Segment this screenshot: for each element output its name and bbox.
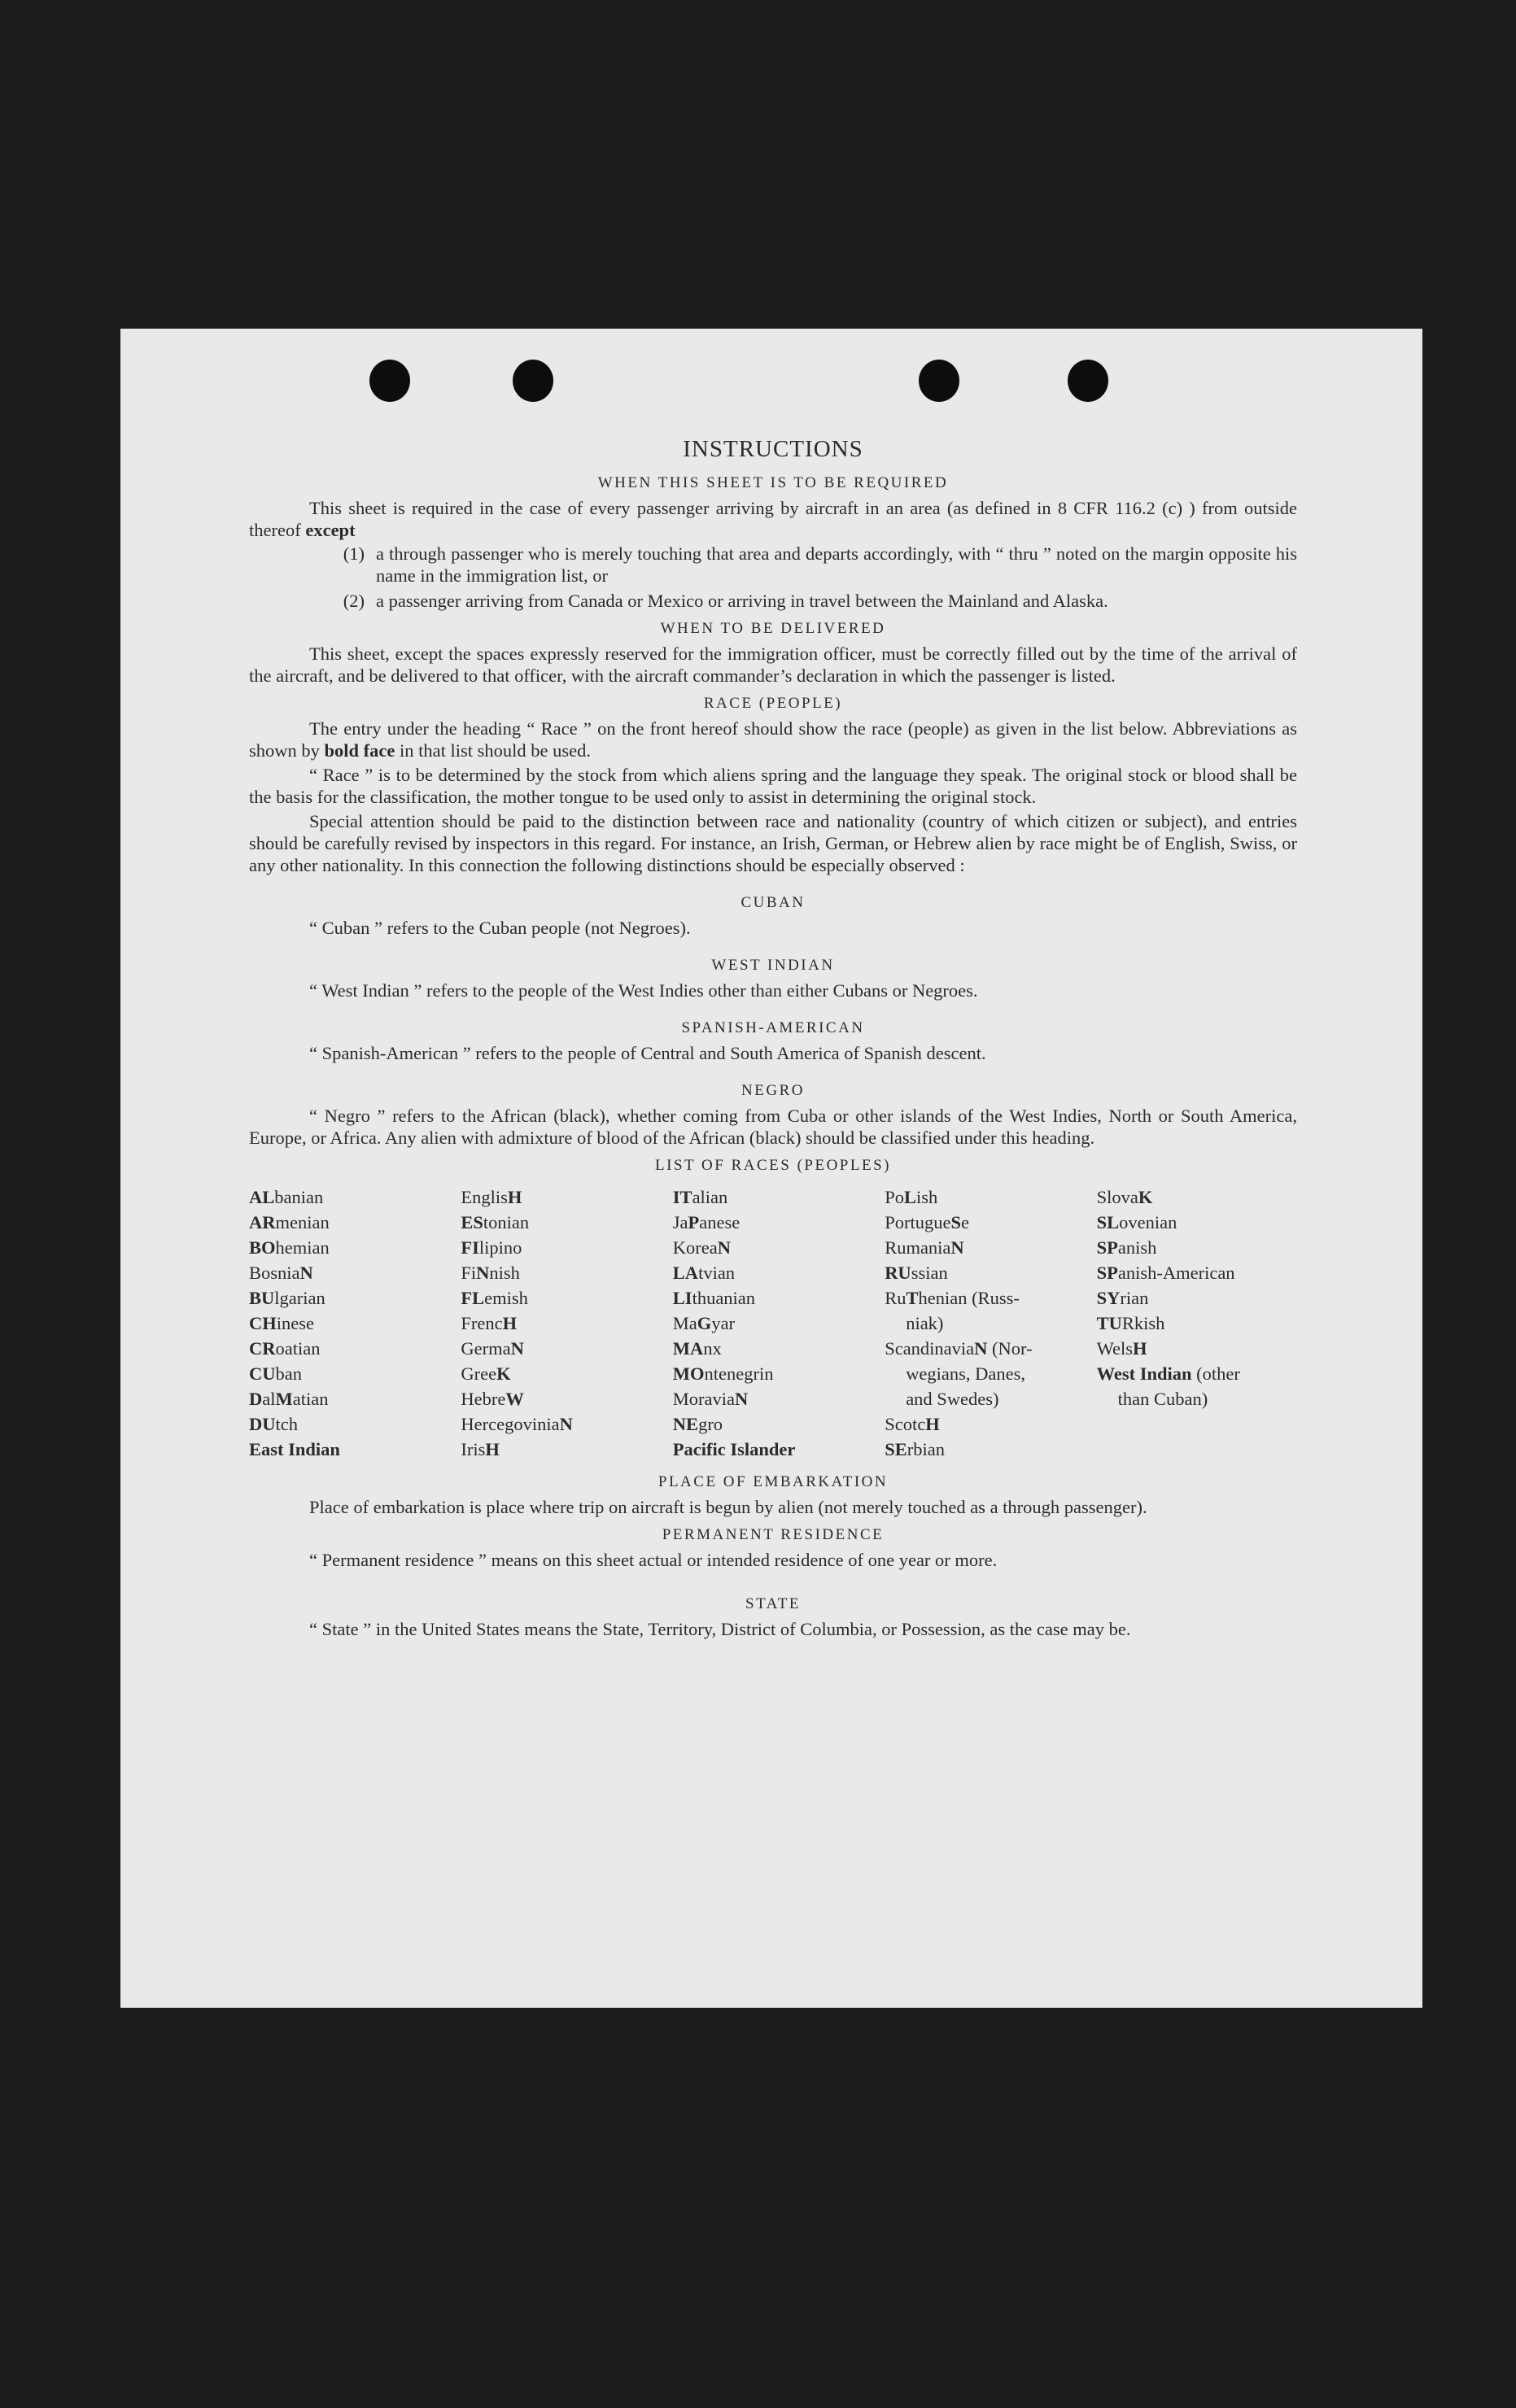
race-entry (885, 1285, 1085, 1311)
race-abbrev: K (1138, 1187, 1153, 1207)
section-heading: WHEN TO BE DELIVERED (660, 620, 886, 637)
section-heading: LIST OF RACES (PEOPLES) (655, 1157, 891, 1174)
race-text: Portugue (885, 1212, 951, 1232)
race-abbrev: S (950, 1212, 961, 1232)
section-heading: SPANISH-AMERICAN (681, 1019, 865, 1036)
race-abbrev: BO (249, 1237, 276, 1258)
section-heading: WEST INDIAN (711, 957, 835, 974)
race-abbrev: SP (1096, 1263, 1118, 1283)
race-text: and Swedes) (906, 1389, 999, 1409)
race-text: Slova (1096, 1187, 1138, 1207)
race-text: Gree (461, 1363, 497, 1384)
race-abbrev: Pacific Islander (672, 1439, 796, 1459)
paragraph: “ Permanent residence ” means on this sheet actual or intended residence of one year or more. (309, 1550, 998, 1570)
section-heading: WHEN THIS SHEET IS TO BE REQUIRED (597, 474, 949, 491)
race-abbrev: G (697, 1313, 712, 1333)
race-abbrev: East Indian (249, 1439, 340, 1459)
paragraph: “ Spanish-American ” refers to the people of Central and South America of Spanish descent. (309, 1043, 986, 1063)
list-item (249, 590, 1297, 612)
race-text: Ma (672, 1313, 697, 1333)
race-entry (461, 1285, 661, 1311)
race-entry (673, 1235, 873, 1260)
race-entry (673, 1260, 873, 1285)
punch-hole (919, 360, 959, 402)
race-text: nish (489, 1263, 520, 1283)
race-entry (249, 1411, 449, 1437)
race-text: Rkish (1121, 1313, 1165, 1333)
paragraph: “ State ” in the United States means the State, Territory, District of Columbia, or Possession, as the case may be. (309, 1619, 1131, 1639)
race-text: e (960, 1212, 969, 1232)
race-entry (673, 1411, 873, 1437)
race-abbrev: N (735, 1389, 749, 1409)
race-entry (673, 1386, 873, 1411)
paragraph: Special attention should be paid to the distinction between race and nationality (country of which citizen or subject), and entries should be carefully revised by inspectors in this regard. For instance, an Irish, German, or Hebrew alien by race might be of English, Swiss, or any other nationality. In this connection the following distinctions should be especially observed : (249, 811, 1297, 875)
race-entry (673, 1336, 873, 1361)
race-abbrev: N (717, 1237, 732, 1258)
race-abbrev: IT (672, 1187, 692, 1207)
race-entry (1097, 1361, 1297, 1386)
race-abbrev: N (950, 1237, 964, 1258)
race-text: oatian (275, 1338, 321, 1359)
paragraph-text: in that list should be used. (395, 740, 592, 761)
race-text: Englis (461, 1187, 508, 1207)
races-column (1097, 1184, 1297, 1462)
document-page (120, 329, 1422, 2008)
race-text: tvian (698, 1263, 736, 1283)
race-entry (885, 1260, 1085, 1285)
race-text: Iris (461, 1439, 486, 1459)
race-abbrev: H (925, 1414, 940, 1434)
race-text: Po (885, 1187, 904, 1207)
race-abbrev: H (507, 1187, 522, 1207)
races-column (461, 1184, 661, 1462)
race-entry (249, 1437, 449, 1462)
race-abbrev: W (505, 1389, 524, 1409)
race-text: Frenc (461, 1313, 503, 1333)
race-text: (other (1191, 1363, 1240, 1384)
race-abbrev: SE (885, 1439, 907, 1459)
item-number: (1) (343, 543, 365, 564)
race-entry (461, 1311, 661, 1336)
bold-text: except (305, 520, 356, 540)
races-column (249, 1184, 449, 1462)
section-heading: CUBAN (741, 894, 806, 911)
punch-hole (369, 360, 410, 402)
section-heading: NEGRO (741, 1082, 805, 1099)
race-abbrev: M (275, 1389, 293, 1409)
race-entry (461, 1411, 661, 1437)
paragraph-text: This sheet is required in the case of every passenger arriving by aircraft in an area (as defined in 8 CFR 116.2 (c) ) from outside thereof (249, 498, 1297, 540)
race-entry (1097, 1311, 1297, 1336)
race-abbrev: N (559, 1414, 573, 1434)
race-text: ntenegrin (704, 1363, 774, 1384)
race-abbrev: West Indian (1096, 1363, 1192, 1384)
race-entry (885, 1311, 1085, 1336)
race-abbrev: LI (672, 1288, 692, 1308)
race-text: yar (711, 1313, 736, 1333)
paragraph: This sheet, except the spaces expressly reserved for the immigration officer, must be correctly filled out by the time of the arrival of the aircraft, and be delivered to that officer, with the aircraft commander’s declaration in which the passenger is listed. (249, 643, 1297, 686)
race-abbrev: N (974, 1338, 988, 1359)
race-abbrev: SP (1096, 1237, 1118, 1258)
race-text: Rumania (885, 1237, 951, 1258)
race-entry (885, 1184, 1085, 1210)
race-text: Moravia (672, 1389, 736, 1409)
paragraph (249, 718, 1297, 761)
item-text: a passenger arriving from Canada or Mexico or arriving in travel between the Mainland and Alaska. (376, 591, 1108, 611)
race-text: Scandinavia (885, 1338, 975, 1359)
race-entry (249, 1210, 449, 1235)
document-content (249, 436, 1297, 1640)
race-entry (885, 1411, 1085, 1437)
race-entry (885, 1235, 1085, 1260)
race-entry (249, 1336, 449, 1361)
race-entry (885, 1386, 1085, 1411)
race-text: nx (703, 1338, 722, 1359)
race-entry (461, 1260, 661, 1285)
race-abbrev: T (906, 1288, 919, 1308)
race-entry (885, 1437, 1085, 1462)
race-abbrev: N (476, 1263, 490, 1283)
race-abbrev: CU (249, 1363, 276, 1384)
race-abbrev: H (1133, 1338, 1147, 1359)
race-abbrev: SY (1096, 1288, 1121, 1308)
race-text: inese (276, 1313, 314, 1333)
race-entry (249, 1235, 449, 1260)
race-entry (673, 1210, 873, 1235)
list-item (249, 543, 1297, 587)
race-text: Hebre (461, 1389, 506, 1409)
race-abbrev: MO (672, 1363, 705, 1384)
race-text: tonian (483, 1212, 530, 1232)
race-entry (249, 1184, 449, 1210)
race-abbrev: D (249, 1389, 263, 1409)
race-abbrev: H (502, 1313, 518, 1333)
race-text: (Nor- (987, 1338, 1033, 1359)
race-text: al (262, 1389, 276, 1409)
item-number: (2) (343, 591, 365, 611)
race-entry (673, 1361, 873, 1386)
race-text: Hercegovinia (461, 1414, 560, 1434)
paragraph: “ Negro ” refers to the African (black), whether coming from Cuba or other islands of the West Indies, North or South America, Europe, or Africa. Any alien with admixture of blood of the African (black) should be classified under this heading. (249, 1106, 1297, 1148)
race-entry (249, 1311, 449, 1336)
paragraph: “ Cuban ” refers to the Cuban people (not Negroes). (309, 918, 691, 938)
race-entry (461, 1437, 661, 1462)
race-text: Germa (461, 1338, 511, 1359)
race-abbrev: CR (249, 1338, 276, 1359)
race-abbrev: AL (249, 1187, 275, 1207)
race-text: henian (Russ- (918, 1288, 1020, 1308)
paragraph: Place of embarkation is place where trip on aircraft is begun by alien (not merely touched as a through passenger). (309, 1497, 1147, 1517)
race-abbrev: AR (249, 1212, 276, 1232)
race-text: Ja (672, 1212, 688, 1232)
race-entry (461, 1386, 661, 1411)
race-text: Bosnia (249, 1263, 300, 1283)
race-text: rbian (907, 1439, 945, 1459)
race-text: anish-American (1117, 1263, 1235, 1283)
race-abbrev: RU (885, 1263, 911, 1283)
race-entry (461, 1184, 661, 1210)
race-abbrev: MA (672, 1338, 704, 1359)
race-entry (461, 1336, 661, 1361)
race-text: anish (1117, 1237, 1157, 1258)
race-entry (249, 1260, 449, 1285)
races-column (885, 1184, 1085, 1462)
section-heading: PERMANENT RESIDENCE (662, 1526, 885, 1543)
race-abbrev: FL (461, 1288, 485, 1308)
race-text: alian (692, 1187, 728, 1207)
race-entry (461, 1361, 661, 1386)
section-heading: PLACE OF EMBARKATION (658, 1473, 889, 1490)
race-text: niak) (906, 1313, 944, 1333)
punch-hole (513, 360, 553, 402)
bold-text: bold face (324, 740, 395, 761)
races-list (249, 1184, 1297, 1462)
race-entry (1097, 1285, 1297, 1311)
race-entry (1097, 1184, 1297, 1210)
race-entry (673, 1437, 873, 1462)
race-entry (885, 1336, 1085, 1361)
race-entry (249, 1386, 449, 1411)
race-text: emish (484, 1288, 528, 1308)
race-entry (1097, 1210, 1297, 1235)
race-text: rian (1120, 1288, 1149, 1308)
race-abbrev: LA (672, 1263, 699, 1283)
item-text: a through passenger who is merely touching that area and departs accordingly, with “ thru ” noted on the margin opposite his name in the immigration list, or (376, 543, 1297, 586)
race-entry (673, 1311, 873, 1336)
race-text: ban (275, 1363, 302, 1384)
race-abbrev: N (299, 1263, 313, 1283)
race-entry (885, 1210, 1085, 1235)
race-text: Ru (885, 1288, 907, 1308)
paragraph (249, 497, 1297, 541)
race-entry (249, 1285, 449, 1311)
race-text: lipino (478, 1237, 522, 1258)
race-abbrev: K (496, 1363, 511, 1384)
race-abbrev: BU (249, 1288, 275, 1308)
paragraph: “ West Indian ” refers to the people of the West Indies other than either Cubans or Negroes. (309, 980, 978, 1001)
section-heading: RACE (PEOPLE) (703, 695, 843, 712)
race-entry (461, 1235, 661, 1260)
punch-hole (1068, 360, 1108, 402)
race-entry (673, 1285, 873, 1311)
race-entry (461, 1210, 661, 1235)
race-abbrev: CH (249, 1313, 277, 1333)
race-text: ish (915, 1187, 938, 1207)
race-text: hemian (275, 1237, 330, 1258)
race-text: wegians, Danes, (906, 1363, 1026, 1384)
section-heading: STATE (745, 1595, 801, 1612)
race-text: Fi (461, 1263, 477, 1283)
race-text: lgarian (274, 1288, 325, 1308)
race-text: ovenian (1119, 1212, 1177, 1232)
race-abbrev: H (485, 1439, 500, 1459)
race-abbrev: SL (1096, 1212, 1120, 1232)
race-entry (1097, 1336, 1297, 1361)
race-abbrev: TU (1096, 1313, 1122, 1333)
race-text: thuanian (692, 1288, 756, 1308)
race-entry (1097, 1386, 1297, 1411)
race-abbrev: ES (461, 1212, 483, 1232)
race-text: ssian (911, 1263, 948, 1283)
paragraph-text: The entry under the heading “ Race ” on the front hereof should show the race (people) as given in the list below. Abbreviations as shown by (249, 718, 1297, 761)
race-abbrev: FI (461, 1237, 479, 1258)
race-text: Wels (1096, 1338, 1134, 1359)
page-title: INSTRUCTIONS (683, 436, 863, 462)
race-text: than Cuban) (1117, 1389, 1208, 1409)
race-entry (249, 1361, 449, 1386)
race-entry (1097, 1260, 1297, 1285)
race-entry (1097, 1235, 1297, 1260)
race-abbrev: L (903, 1187, 916, 1207)
race-text: menian (275, 1212, 330, 1232)
race-abbrev: NE (672, 1414, 699, 1434)
paragraph: “ Race ” is to be determined by the stock from which aliens spring and the language they speak. The original stock or blood shall be the basis for the classification, the mother tongue to be used only to assist in determining the original stock. (249, 765, 1297, 807)
race-text: atian (292, 1389, 329, 1409)
race-text: gro (698, 1414, 723, 1434)
race-text: Korea (672, 1237, 718, 1258)
race-abbrev: P (688, 1212, 700, 1232)
races-column (673, 1184, 873, 1462)
race-text: anese (699, 1212, 741, 1232)
race-text: tch (275, 1414, 298, 1434)
race-entry (673, 1184, 873, 1210)
race-abbrev: DU (249, 1414, 276, 1434)
race-text: Scotc (885, 1414, 926, 1434)
race-abbrev: N (510, 1338, 524, 1359)
race-entry (885, 1361, 1085, 1386)
race-text: banian (274, 1187, 324, 1207)
